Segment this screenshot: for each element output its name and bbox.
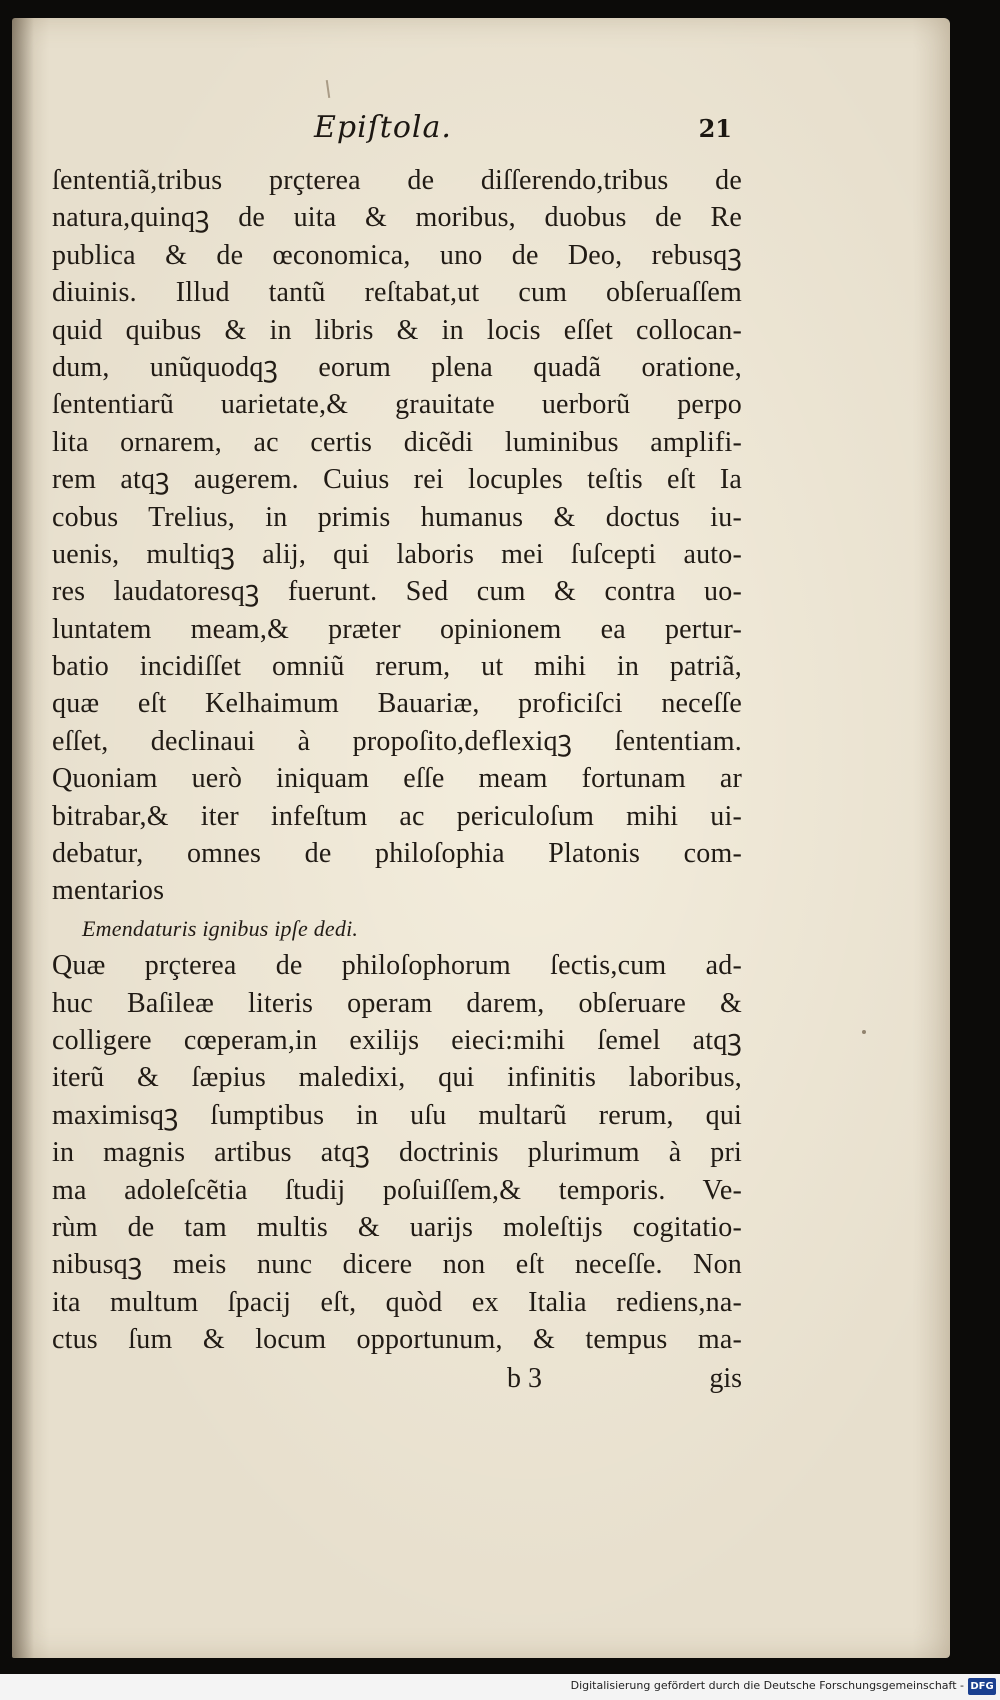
text-line: uenis, multiqꝫ alij, qui laboris mei ſuſcepti auto- [52, 538, 742, 570]
text-line: quæ eſt Kelhaimum Bauariæ, proficiſci neceſſe [52, 688, 742, 720]
text-line: res laudatoresqꝫ fuerunt. Sed cum & contra uo- [52, 576, 742, 608]
text-line: bitrabar,& iter infeſtum ac periculoſum mihi ui- [52, 800, 742, 832]
text-line: Quoniam uerò iniquam eſſe meam fortunam ar [52, 763, 742, 795]
text-line: diuinis. Illud tantũ reſtabat,ut cum obſeruaſſem [52, 277, 742, 309]
page-header [52, 110, 732, 160]
text-line: lita ornarem, ac certis dicẽdi luminibus amplifi- [52, 426, 742, 458]
book-page [12, 18, 950, 1658]
text-line: dum, unũquodqꝫ eorum plena quadã oratione, [52, 351, 742, 383]
text-line: quid quibus & in libris & in locis eſſet collocan- [52, 314, 742, 346]
ink-mark [326, 80, 330, 98]
paper-spot [862, 1030, 866, 1034]
text-line: iterũ & ſæpius maledixi, qui infinitis laboribus, [52, 1062, 742, 1094]
text-line: maximisqꝫ ſumptibus in uſu multarũ rerum, qui [52, 1099, 742, 1131]
body-text [52, 162, 742, 1359]
text-line: debatur, omnes de philoſophia Platonis com- [52, 838, 742, 870]
digitization-footer [0, 1674, 1000, 1700]
gutter-shadow [12, 18, 34, 1658]
text-line: colligere cœperam,in exilijs eieci:mihi ſemel atqꝫ [52, 1024, 742, 1056]
text-line: Quæ prçterea de philoſophorum ſectis,cum ad- [52, 950, 742, 982]
catchword: gis [709, 1363, 742, 1394]
text-line: ſententiarũ uarietate,& grauitate uerborũ perpo [52, 389, 742, 421]
running-head: Epiſtola. [314, 110, 452, 145]
text-line: natura,quinqꝫ de uita & moribus, duobus de Re [52, 202, 742, 234]
text-line: rùm de tam multis & uarijs moleſtijs cogitatio- [52, 1211, 742, 1243]
text-line: ſententiã,tribus prçterea de diſſerendo,tribus de [52, 165, 742, 196]
text-line: ma adoleſcẽtia ſtudij poſuiſſem,& temporis. Ve- [52, 1174, 742, 1206]
text-line: rem atqꝫ augerem. Cuius rei locuples teſtis eſt Ia [52, 464, 742, 496]
text-line: nibusqꝫ meis nunc dicere non eſt neceſſe. Non [52, 1249, 742, 1281]
text-line: batio incidiſſet omniũ rerum, ut mihi in patriã, [52, 651, 742, 683]
text-line: ctus ſum & locum opportunum, & tempus ma- [52, 1324, 742, 1356]
text-line: publica & de œconomica, uno de Deo, rebusqꝫ [52, 239, 742, 271]
dfg-logo-icon: DFG [968, 1678, 996, 1695]
page-number: 21 [698, 114, 732, 143]
catchword-row [52, 1363, 742, 1403]
text-line: cobus Trelius, in primis humanus & doctus iu- [52, 501, 742, 533]
text-line: luntatem meam,& præter opinionem ea pertur- [52, 613, 742, 645]
signature-mark: b 3 [507, 1363, 542, 1394]
text-line: huc Baſileæ literis operam darem, obſeruare & [52, 987, 742, 1019]
text-line: eſſet, declinaui à propoſito,deflexiqꝫ ſententiam. [52, 725, 742, 757]
funding-credit: Digitalisierung gefördert durch die Deutsche Forschungsgemeinschaft - [570, 1679, 964, 1692]
text-line: ita multum ſpacij eſt, quòd ex Italia rediens,na- [52, 1286, 742, 1318]
text-line: in magnis artibus atqꝫ doctrinis plurimum à pri [52, 1137, 742, 1169]
verse-line: Emendaturis ignibus ipſe dedi. [82, 915, 359, 941]
text-line: mentarios [52, 875, 165, 907]
